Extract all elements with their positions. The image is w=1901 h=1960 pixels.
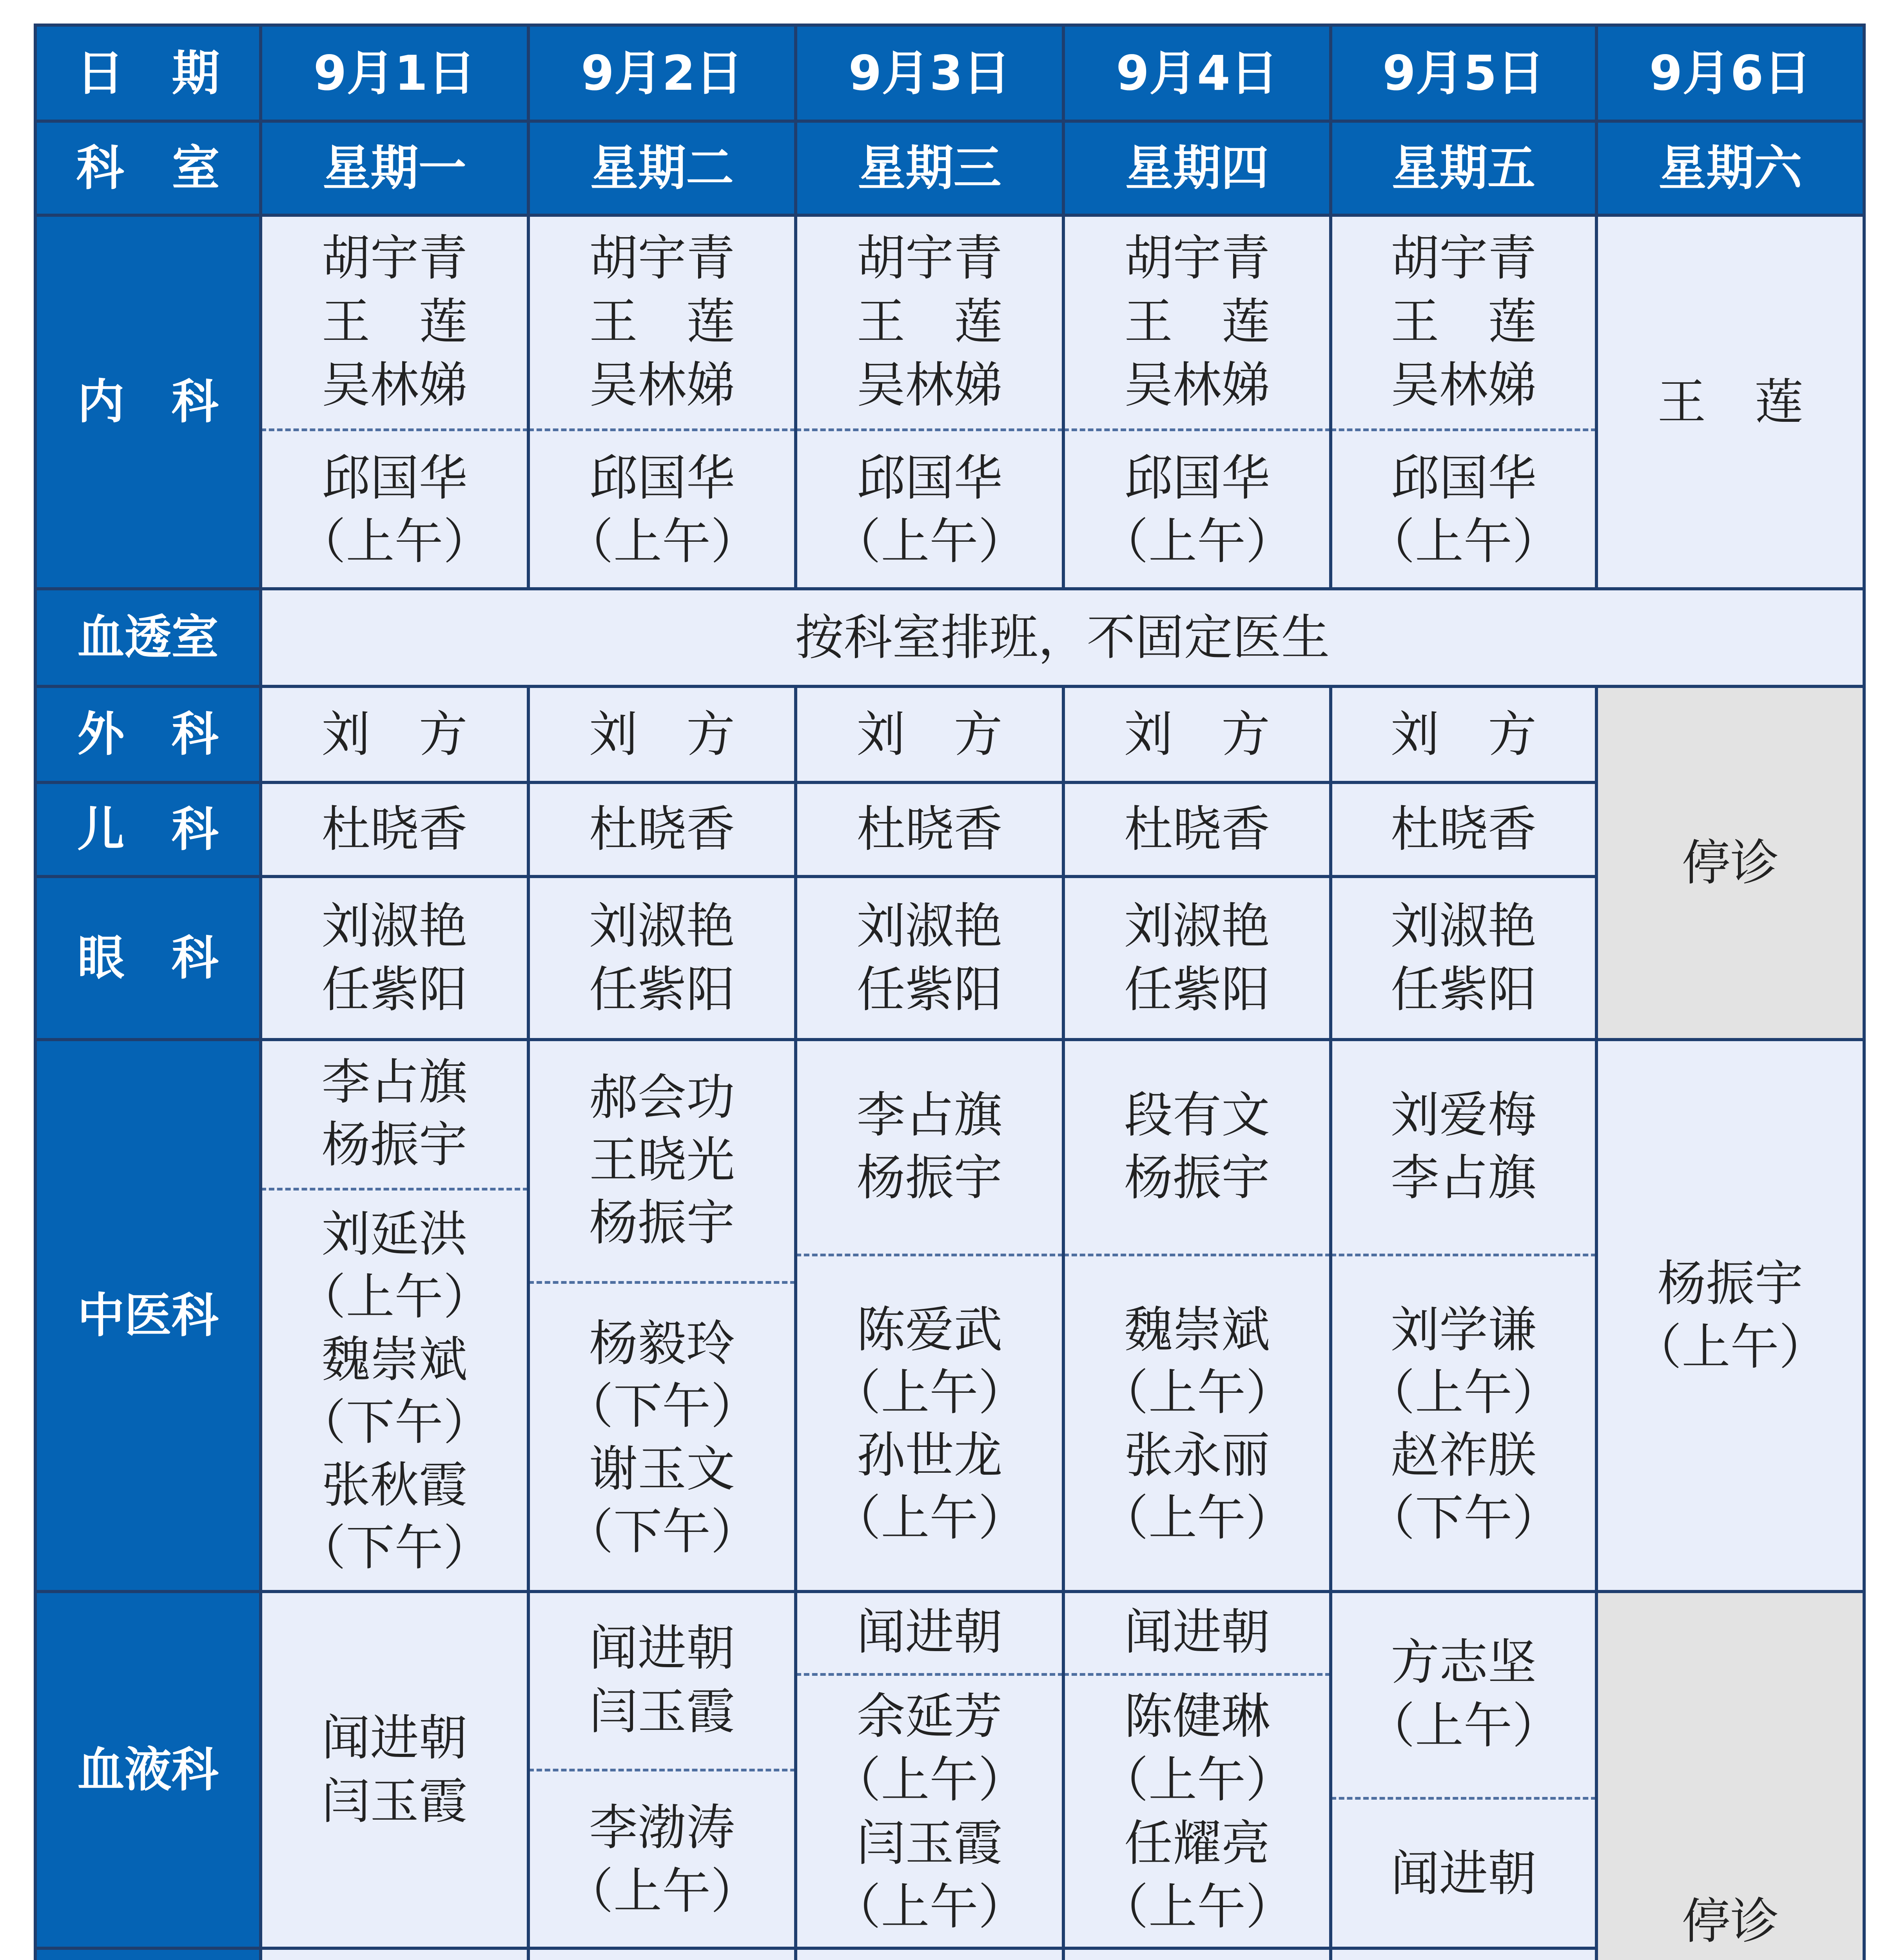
doctor-name: 任紫阳: [1124, 962, 1270, 1018]
day-date: [261, 25, 528, 121]
doctor-name: 邱国华: [1124, 450, 1270, 506]
doctor-name: 闻进朝: [1124, 1604, 1270, 1661]
day-weekday-text: 星期一: [323, 140, 466, 196]
doctor-name: 吴林娣: [856, 357, 1003, 414]
cell-top-group: [796, 215, 1063, 428]
schedule-cell: [528, 686, 796, 782]
doctor-name: 刘爱梅: [1390, 1087, 1536, 1144]
doctor-name: 郝会功: [589, 1069, 735, 1126]
cell-bottom-group: [796, 1676, 1063, 1948]
dashed-divider: [1331, 1797, 1596, 1800]
doctor-name: 王 莲: [856, 293, 1003, 350]
day-date-text: 9月3日: [848, 45, 1011, 101]
doctor-name: 胡宇青: [856, 230, 1003, 287]
day-weekday: [1596, 121, 1864, 215]
day-date: [796, 25, 1063, 121]
closed-text: 停诊: [1682, 1893, 1779, 1950]
schedule-cell: [528, 782, 796, 877]
grid-line: [527, 685, 530, 1960]
doctor-name: （上午）: [297, 513, 492, 570]
dashed-divider: [528, 1769, 796, 1771]
schedule-cell: [261, 877, 528, 1040]
schedule-cell: [528, 215, 796, 589]
schedule-cell: [261, 1040, 528, 1592]
day-weekday: [528, 121, 796, 215]
date-label-text: 日 期: [76, 45, 220, 101]
dept-neike: [35, 215, 261, 589]
schedule-cell: [1596, 1040, 1864, 1592]
day-weekday-text: 星期二: [590, 140, 734, 196]
doctor-name: 任紫阳: [856, 962, 1003, 1018]
doctor-name: 李占旗: [856, 1087, 1003, 1144]
grid-line: [34, 685, 1866, 688]
cell-bottom-group: [1063, 431, 1331, 589]
doctor-name: 张秋霞: [321, 1457, 468, 1514]
doctor-name: 任耀亮: [1124, 1815, 1270, 1872]
grid-line: [34, 587, 1866, 590]
doctor-name: 闫玉霞: [856, 1815, 1003, 1872]
doctor-name: 刘淑艳: [1390, 898, 1536, 955]
cell-bottom-group: [1063, 1676, 1331, 1948]
doctor-name: （上午）: [832, 1490, 1027, 1546]
cell-bottom-group: [1063, 1256, 1331, 1592]
schedule-cell: [796, 1592, 1063, 1948]
dept-name: 儿 科: [77, 802, 219, 857]
doctor-name: 方志坚: [1390, 1634, 1536, 1691]
doctor-name: 杨振宇: [321, 1117, 468, 1174]
doctor-name: （下午）: [564, 1378, 759, 1435]
doctor-name: （下午）: [297, 1519, 492, 1576]
doctor-name: （上午）: [1099, 1364, 1294, 1421]
grid-line: [259, 24, 262, 1960]
doctor-name: 杨振宇: [589, 1195, 735, 1252]
doctor-name: 刘淑艳: [1124, 898, 1270, 955]
grid-line: [1863, 24, 1866, 1960]
doctor-name: （上午）: [832, 1752, 1027, 1809]
schedule-cell: [528, 1592, 796, 1948]
doctor-name: 杨毅玲: [589, 1315, 735, 1372]
doctor-name: 张永丽: [1124, 1427, 1270, 1484]
cell-top-group: [1063, 1592, 1331, 1673]
doctor-name: 陈健琳: [1124, 1688, 1270, 1745]
grid-line: [1329, 685, 1332, 1960]
schedule-cell: [796, 877, 1063, 1040]
doctor-name: 闻进朝: [1390, 1846, 1536, 1902]
schedule-cell: [1331, 877, 1596, 1040]
schedule-cell: [1331, 1040, 1596, 1592]
day-weekday-text: 星期三: [858, 140, 1001, 196]
doctor-name: 杜晓香: [1124, 801, 1270, 858]
schedule-cell: [1596, 215, 1864, 589]
doctor-name: 吴林娣: [321, 357, 468, 414]
doctor-name: 赵祚朕: [1390, 1427, 1536, 1484]
doctor-name: （上午）: [832, 1364, 1027, 1421]
closed-cell: [1596, 1592, 1864, 1960]
grid-line: [1062, 24, 1065, 590]
schedule-cell: [261, 782, 528, 877]
cell-bottom-group: [261, 1191, 528, 1592]
day-date-text: 9月4日: [1116, 45, 1278, 101]
doctor-name: （下午）: [297, 1394, 492, 1451]
day-weekday-text: 星期六: [1658, 140, 1802, 196]
day-date: [1596, 25, 1864, 121]
cell-bottom-group: [1331, 1800, 1596, 1948]
grid-line: [34, 24, 37, 1960]
doctor-name: 魏崇斌: [1124, 1301, 1270, 1358]
cell-top-group: [1063, 1040, 1331, 1254]
dept-name: 眼 科: [77, 931, 219, 985]
grid-line: [34, 1590, 1866, 1593]
doctor-name: （上午）: [564, 1863, 759, 1920]
doctor-name: （上午）: [1633, 1319, 1828, 1376]
doctor-name: 任紫阳: [321, 962, 468, 1018]
schedule-cell: [528, 1948, 796, 1960]
doctor-name: 邱国华: [1390, 450, 1536, 506]
dashed-divider: [796, 1254, 1063, 1256]
cell-top-group: [261, 215, 528, 428]
cell-bottom-group: [796, 1256, 1063, 1592]
cell-bottom-group: [796, 431, 1063, 589]
day-weekday-text: 星期四: [1125, 140, 1269, 196]
cell-bottom-group: [261, 431, 528, 589]
doctor-name: （上午）: [1099, 1879, 1294, 1936]
doctor-name: 刘淑艳: [856, 898, 1003, 955]
schedule-cell: [796, 686, 1063, 782]
cell-top-group: [1331, 215, 1596, 428]
dept-name: 血液科: [77, 1742, 219, 1797]
grid-line: [34, 120, 1866, 123]
schedule-cell: [1331, 1592, 1596, 1948]
cell-top-group: [1331, 1592, 1596, 1797]
doctor-name: 王 莲: [589, 293, 735, 350]
doctor-name: 任紫阳: [1390, 962, 1536, 1018]
doctor-name: 闻进朝: [856, 1604, 1003, 1661]
grid-line: [1329, 24, 1332, 590]
closed-cell: [1596, 686, 1864, 1040]
doctor-name: 刘 方: [1124, 706, 1270, 763]
dept-name: 内 科: [77, 375, 219, 429]
schedule-cell: [1063, 686, 1331, 782]
doctor-name: （上午）: [832, 513, 1027, 570]
day-date-text: 9月5日: [1382, 45, 1545, 101]
doctor-name: 刘学谦: [1390, 1301, 1536, 1358]
dashed-divider: [1063, 1254, 1331, 1256]
dept-xuetou: [35, 589, 261, 686]
dashed-divider: [796, 1673, 1063, 1676]
dashed-divider: [1063, 1673, 1331, 1676]
doctor-name: 胡宇青: [321, 230, 468, 287]
dashed-divider: [1331, 1254, 1596, 1256]
cell-top-group: [1063, 215, 1331, 428]
note-text: 按科室排班，不固定医生: [795, 609, 1330, 666]
day-date-text: 9月6日: [1649, 45, 1812, 101]
schedule-cell: [1331, 686, 1596, 782]
schedule-cell: [261, 215, 528, 589]
doctor-name: （上午）: [832, 1879, 1027, 1936]
day-weekday: [1331, 121, 1596, 215]
doctor-name: （上午）: [1099, 513, 1294, 570]
doctor-name: 刘 方: [321, 706, 468, 763]
doctor-name: 吴林娣: [1390, 357, 1536, 414]
doctor-name: 陈爱武: [856, 1301, 1003, 1358]
schedule-cell: [1063, 215, 1331, 589]
dashed-divider: [528, 428, 796, 431]
schedule-cell: [1063, 1948, 1331, 1960]
grid-line: [34, 781, 1598, 784]
day-weekday: [796, 121, 1063, 215]
day-date-text: 9月2日: [581, 45, 743, 101]
doctor-name: 杜晓香: [589, 801, 735, 858]
dept-name: 血透室: [77, 610, 219, 665]
doctor-name: 王 莲: [1124, 293, 1270, 350]
doctor-name: 杨振宇: [1124, 1150, 1270, 1207]
doctor-name: 魏崇斌: [321, 1331, 468, 1388]
doctor-name: （上午）: [1099, 1490, 1294, 1546]
cell-bottom-group: [528, 431, 796, 589]
doctor-name: （上午）: [1366, 1697, 1561, 1754]
doctor-name: 杜晓香: [856, 801, 1003, 858]
cell-top-group: [796, 1040, 1063, 1254]
doctor-name: （上午）: [297, 1269, 492, 1325]
doctor-name: 孙世龙: [856, 1427, 1003, 1484]
grid-line: [1062, 685, 1065, 1960]
doctor-name: （上午）: [1099, 1752, 1294, 1809]
doctor-name: 刘 方: [1390, 706, 1536, 763]
doctor-name: 刘 方: [589, 706, 735, 763]
dashed-divider: [261, 1188, 528, 1191]
schedule-cell: [528, 1040, 796, 1592]
schedule-cell: [1331, 1948, 1596, 1960]
dashed-divider: [1063, 428, 1331, 431]
doctor-name: 段有文: [1124, 1087, 1270, 1144]
doctor-name: 杜晓香: [321, 801, 468, 858]
doctor-name: 胡宇青: [1390, 230, 1536, 287]
schedule-cell: [796, 782, 1063, 877]
doctor-name: 王 莲: [1657, 374, 1803, 430]
doctor-name: 李占旗: [1390, 1150, 1536, 1207]
doctor-name: 王 莲: [1390, 293, 1536, 350]
grid-line: [1595, 685, 1598, 1960]
dept-waike: [35, 686, 261, 782]
dashed-divider: [1331, 428, 1596, 431]
closed-text: 停诊: [1682, 835, 1779, 891]
doctor-name: 杨振宇: [1657, 1256, 1803, 1312]
cell-bottom-group: [1331, 1256, 1596, 1592]
schedule-cell: [1063, 1040, 1331, 1592]
schedule-cell: [261, 686, 528, 782]
day-date-text: 9月1日: [313, 45, 476, 101]
doctor-name: 胡宇青: [589, 230, 735, 287]
doctor-name: 谢玉文: [589, 1441, 735, 1497]
day-weekday: [261, 121, 528, 215]
day-date: [528, 25, 796, 121]
doctor-name: 余延芳: [856, 1688, 1003, 1745]
schedule-cell: [528, 877, 796, 1040]
grid-line: [34, 1947, 1598, 1950]
doctor-name: 刘 方: [856, 706, 1003, 763]
doctor-name: 邱国华: [589, 450, 735, 506]
dept-yanke: [35, 877, 261, 1040]
schedule-cell: [796, 215, 1063, 589]
schedule-cell: [796, 1040, 1063, 1592]
doctor-name: 任紫阳: [589, 962, 735, 1018]
doctor-name: 刘延洪: [321, 1206, 468, 1263]
dept-name: 中医科: [77, 1288, 219, 1343]
cell-bottom-group: [1331, 431, 1596, 589]
doctor-name: 王晓光: [589, 1132, 735, 1189]
date-label: [35, 25, 261, 121]
doctor-name: （上午）: [564, 513, 759, 570]
doctor-name: 刘淑艳: [321, 898, 468, 955]
day-date: [1331, 25, 1596, 121]
doctor-name: （下午）: [564, 1503, 759, 1560]
schedule-cell: [261, 1592, 528, 1948]
xuetou-note: [261, 589, 1864, 686]
cell-bottom-group: [528, 1284, 796, 1592]
doctor-name: 刘淑艳: [589, 898, 735, 955]
schedule-cell: [1063, 1592, 1331, 1948]
doctor-name: （上午）: [1366, 1364, 1561, 1421]
grid-line: [794, 24, 797, 590]
cell-top-group: [528, 1592, 796, 1769]
dashed-divider: [261, 428, 528, 431]
cell-top-group: [1331, 1040, 1596, 1254]
cell-top-group: [528, 215, 796, 428]
dept-xueye_er: [35, 1948, 261, 1960]
dept-label-text: 科 室: [76, 140, 220, 196]
day-weekday-text: 星期五: [1392, 140, 1535, 196]
grid-line: [527, 24, 530, 590]
grid-line: [1595, 24, 1598, 590]
doctor-name: （上午）: [1366, 513, 1561, 570]
schedule-cell: [1063, 782, 1331, 877]
cell-top-group: [528, 1040, 796, 1281]
day-weekday: [1063, 121, 1331, 215]
grid-line: [34, 875, 1598, 878]
grid-line: [794, 685, 797, 1960]
doctor-name: 邱国华: [856, 450, 1003, 506]
doctor-name: 闻进朝: [321, 1710, 468, 1766]
doctor-name: 杨振宇: [856, 1150, 1003, 1207]
doctor-name: 王 莲: [321, 293, 468, 350]
schedule-cell: [1331, 782, 1596, 877]
doctor-name: 李占旗: [321, 1054, 468, 1111]
dept-label: [35, 121, 261, 215]
dept-xueye: [35, 1592, 261, 1948]
dashed-divider: [796, 428, 1063, 431]
doctor-name: 吴林娣: [1124, 357, 1270, 414]
grid-line: [34, 1038, 1866, 1041]
cell-top-group: [796, 1592, 1063, 1673]
dept-zhongyi: [35, 1040, 261, 1592]
cell-top-group: [261, 1040, 528, 1188]
doctor-name: 李渤涛: [589, 1800, 735, 1857]
doctor-name: 胡宇青: [1124, 230, 1270, 287]
schedule-cell: [1063, 877, 1331, 1040]
cell-bottom-group: [528, 1771, 796, 1949]
doctor-name: 吴林娣: [589, 357, 735, 414]
doctor-name: （下午）: [1366, 1490, 1561, 1546]
schedule-cell: [1331, 215, 1596, 589]
dept-name: 外 科: [77, 707, 219, 762]
doctor-name: 闻进朝: [589, 1620, 735, 1677]
schedule-cell: [796, 1948, 1063, 1960]
grid-line: [34, 24, 1866, 27]
schedule-cell: [261, 1948, 528, 1960]
dashed-divider: [528, 1281, 796, 1284]
doctor-name: 闫玉霞: [589, 1683, 735, 1740]
dept-erke: [35, 782, 261, 877]
grid-line: [34, 214, 1866, 217]
day-date: [1063, 25, 1331, 121]
doctor-name: 闫玉霞: [321, 1773, 468, 1830]
doctor-name: 杜晓香: [1390, 801, 1536, 858]
doctor-name: 邱国华: [321, 450, 468, 506]
